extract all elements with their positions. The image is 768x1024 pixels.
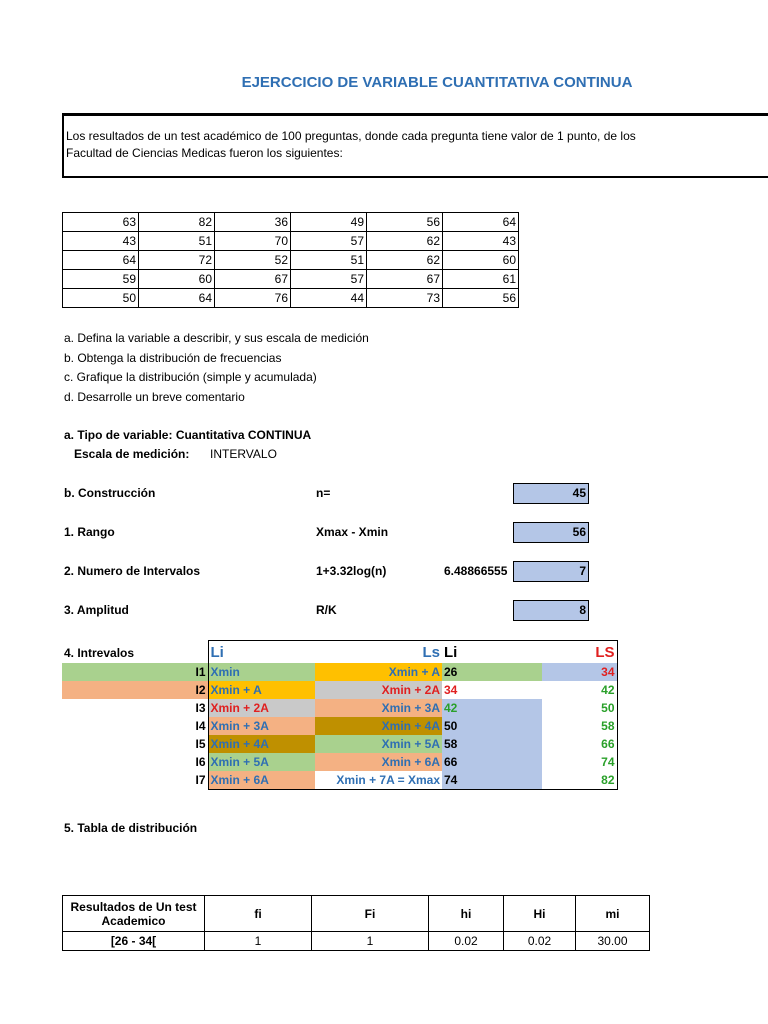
construccion-label: b. Construcción (64, 486, 156, 500)
column-header: Resultados de Un test Academico (63, 896, 205, 932)
data-cell[interactable]: 51 (291, 251, 367, 270)
intervalos-label: 4. Intrevalos (64, 646, 135, 660)
interval-ls-num[interactable]: 42 (542, 681, 617, 699)
data-cell[interactable]: 64 (443, 213, 519, 232)
table-row (63, 270, 519, 289)
data-cell[interactable]: 60 (139, 270, 215, 289)
interval-li[interactable]: Xmin + 5A (208, 753, 315, 771)
table-row (62, 771, 617, 790)
construccion-formula: n= (316, 486, 331, 500)
problem-line-1: Los resultados de un test académico de 100 preguntas, donde cada pregunta tiene valor de 1 punto, de los (66, 129, 636, 143)
interval-ls[interactable]: Xmin + 4A (315, 717, 442, 735)
table-row (63, 232, 519, 251)
table-row (62, 663, 617, 681)
data-cell[interactable]: 43 (443, 232, 519, 251)
interval-li[interactable]: Xmin + A (208, 681, 315, 699)
data-cell[interactable]: 36 (215, 213, 291, 232)
interval-ls-num[interactable]: 74 (542, 753, 617, 771)
sturges-formula: 1+3.32log(n) (316, 564, 387, 578)
data-cell[interactable]: 70 (215, 232, 291, 251)
data-cell[interactable]: 59 (63, 270, 139, 289)
table-cell[interactable]: 1 (312, 932, 429, 951)
interval-li[interactable]: Xmin (208, 663, 315, 681)
interval-id: I6 (195, 755, 206, 769)
column-header: mi (576, 896, 650, 932)
data-cell[interactable]: 61 (443, 270, 519, 289)
interval-ls-num[interactable]: 82 (542, 771, 617, 790)
intervalos-table (62, 640, 618, 790)
data-cell[interactable]: 62 (367, 251, 443, 270)
intervalos-count-label: 2. Numero de Intervalos (64, 564, 201, 578)
data-cell[interactable]: 67 (215, 270, 291, 289)
table-row (63, 932, 650, 951)
data-table (62, 212, 519, 308)
table-row (62, 735, 617, 753)
interval-id: I1 (62, 663, 208, 681)
question-b: b. Obtenga la distribución de frecuencias (64, 350, 282, 365)
table-row (63, 251, 519, 270)
interval-ls[interactable]: Xmin + 6A (315, 753, 442, 771)
interval-li[interactable]: Xmin + 6A (208, 771, 315, 790)
data-cell[interactable]: 82 (139, 213, 215, 232)
data-cell[interactable]: 52 (215, 251, 291, 270)
data-cell[interactable]: 60 (443, 251, 519, 270)
interval-ls-num[interactable]: 58 (542, 717, 617, 735)
interval-ls-num[interactable]: 34 (542, 663, 617, 681)
interval-id: I5 (195, 737, 206, 751)
data-cell[interactable]: 62 (367, 232, 443, 251)
interval-li-num[interactable]: 34 (442, 681, 542, 699)
interval-ls[interactable]: Xmin + 7A = Xmax (315, 771, 442, 790)
ls-header: Ls (315, 641, 442, 664)
table-row (62, 717, 617, 735)
sturges-computed: 6.48866555 (444, 564, 508, 578)
data-cell[interactable]: 63 (63, 213, 139, 232)
data-cell[interactable]: 64 (139, 289, 215, 308)
interval-li[interactable]: Xmin + 2A (208, 699, 315, 717)
table-row (62, 753, 617, 771)
interval-li-num[interactable]: 66 (442, 753, 542, 771)
li-header: Li (208, 641, 315, 664)
data-cell[interactable]: 50 (63, 289, 139, 308)
tabla-label: 5. Tabla de distribución (64, 821, 198, 835)
problem-statement (62, 113, 768, 178)
data-cell[interactable]: 57 (291, 232, 367, 251)
question-list (64, 329, 369, 407)
ls-num-header: LS (542, 641, 617, 664)
amplitud-formula: R/K (316, 603, 337, 617)
amplitud-value-cell[interactable]: 8 (513, 600, 589, 621)
interval-ls[interactable]: Xmin + 5A (315, 735, 442, 753)
data-cell[interactable]: 76 (215, 289, 291, 308)
data-cell[interactable]: 73 (367, 289, 443, 308)
interval-id: I4 (195, 719, 206, 733)
table-row (63, 213, 519, 232)
table-row (63, 289, 519, 308)
column-header: hi (429, 896, 504, 932)
data-cell[interactable]: 44 (291, 289, 367, 308)
data-cell[interactable]: 57 (291, 270, 367, 289)
interval-ls[interactable]: Xmin + 2A (315, 681, 442, 699)
table-cell[interactable]: 30.00 (576, 932, 650, 951)
interval-li[interactable]: Xmin + 3A (208, 717, 315, 735)
table-header-row (63, 896, 650, 932)
data-cell[interactable]: 64 (63, 251, 139, 270)
data-cell[interactable]: 43 (63, 232, 139, 251)
escala-value: INTERVALO (210, 447, 277, 461)
table-row (62, 681, 617, 699)
table-cell[interactable]: 1 (205, 932, 312, 951)
tipo-variable-label: a. Tipo de variable: Cuantitativa CONTINUA (64, 428, 312, 442)
data-cell[interactable]: 56 (443, 289, 519, 308)
data-cell[interactable]: 51 (139, 232, 215, 251)
interval-ls[interactable]: Xmin + 3A (315, 699, 442, 717)
rango-label: 1. Rango (64, 525, 115, 539)
amplitud-label: 3. Amplitud (64, 603, 129, 617)
column-header: Hi (504, 896, 576, 932)
table-cell[interactable]: 0.02 (429, 932, 504, 951)
table-cell[interactable]: [26 - 34[ (63, 932, 205, 951)
interval-li-num[interactable]: 58 (442, 735, 542, 753)
interval-ls[interactable]: Xmin + A (315, 663, 442, 681)
table-cell[interactable]: 0.02 (504, 932, 576, 951)
page-title: EJERCCICIO DE VARIABLE CUANTITATIVA CONTINUA (241, 74, 633, 91)
li-num-header: Li (442, 641, 542, 664)
interval-ls-num[interactable]: 50 (542, 699, 617, 717)
interval-id: I3 (195, 701, 206, 715)
interval-ls-num[interactable]: 66 (542, 735, 617, 753)
table-row (62, 699, 617, 717)
escala-label: Escala de medición: (74, 447, 190, 461)
question-d: d. Desarrolle un breve comentario (64, 389, 245, 404)
interval-id: I2 (62, 681, 208, 699)
data-cell[interactable]: 49 (291, 213, 367, 232)
interval-li-num[interactable]: 50 (442, 717, 542, 735)
rango-formula: Xmax - Xmin (316, 525, 389, 539)
interval-li-num[interactable]: 26 (442, 663, 542, 681)
interval-li-num[interactable]: 42 (442, 699, 542, 717)
distribution-table (62, 895, 650, 951)
data-cell[interactable]: 72 (139, 251, 215, 270)
interval-id: I7 (195, 773, 206, 788)
problem-line-2: Facultad de Ciencias Medicas fueron los siguientes: (66, 146, 343, 160)
data-cell[interactable]: 56 (367, 213, 443, 232)
column-header: Fi (312, 896, 429, 932)
interval-li-num[interactable]: 74 (442, 771, 542, 790)
question-c: c. Grafique la distribución (simple y acumulada) (64, 370, 317, 384)
data-cell[interactable]: 67 (367, 270, 443, 289)
rango-value-cell[interactable]: 56 (513, 522, 589, 543)
interval-li[interactable]: Xmin + 4A (208, 735, 315, 753)
column-header: fi (205, 896, 312, 932)
k-value-cell[interactable]: 7 (513, 561, 589, 582)
question-a: a. Defina la variable a describir, y sus escala de medición (64, 331, 369, 345)
n-value-cell[interactable]: 45 (513, 483, 589, 504)
